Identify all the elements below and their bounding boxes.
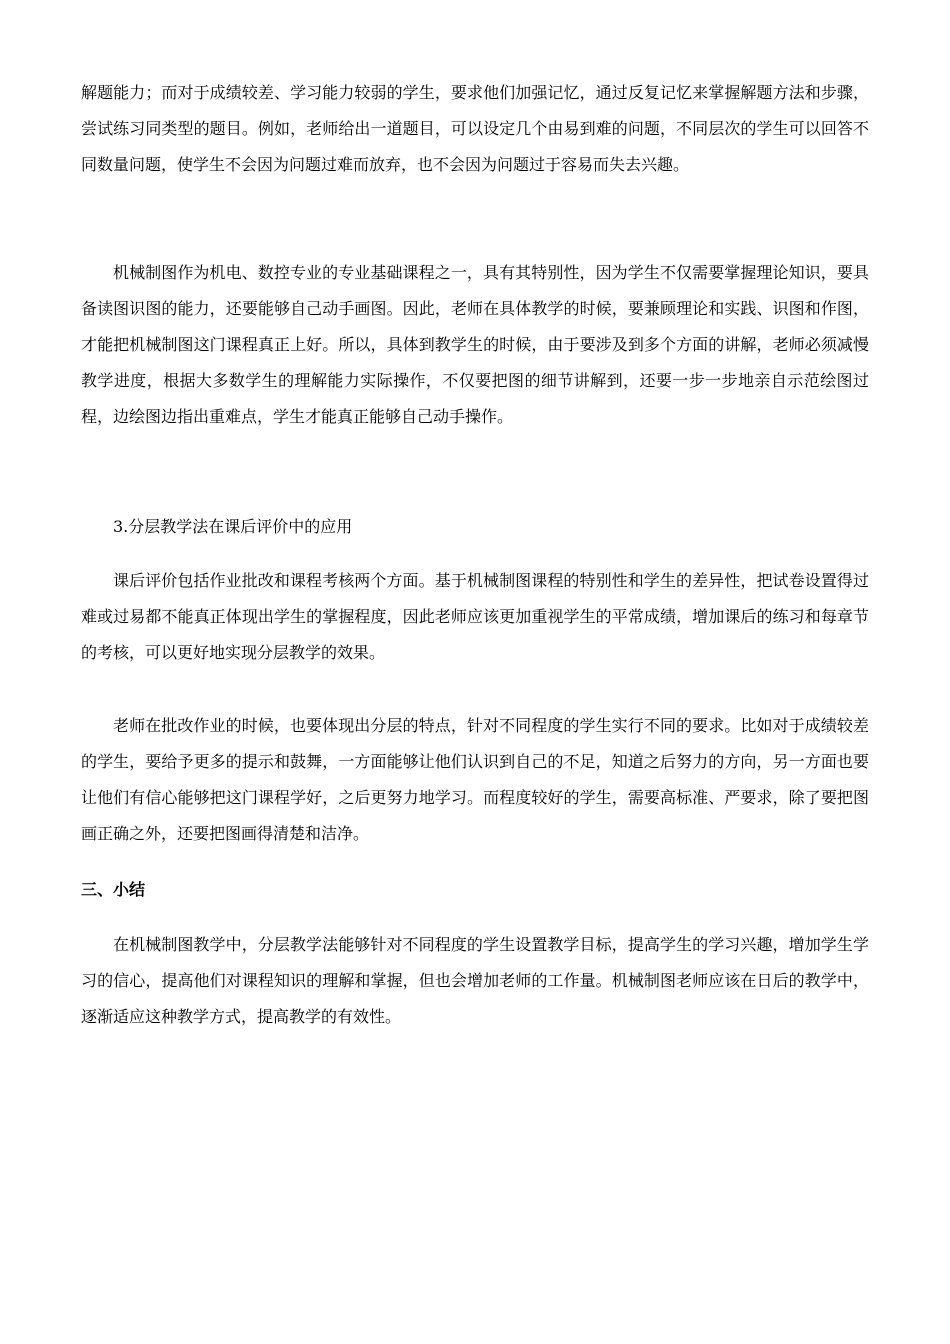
paragraph-3: 课后评价包括作业批改和课程考核两个方面。基于机械制图课程的特别性和学生的差异性，把试卷设置得过难或过易都不能真正体现出学生的掌握程度，因此老师应该更加重视学生的平常成绩，增加课后的练习和每章节的考核，可以更好地实现分层教学的效果。 (81, 571, 869, 662)
paragraph-2: 机械制图作为机电、数控专业的专业基础课程之一，具有其特别性，因为学生不仅需要掌握理论知识，要具备读图识图的能力，还要能够自己动手画图。因此，老师在具体教学的时候，要兼顾理论和实践、识图和作图，才能把机械制图这门课程真正上好。所以，具体到教学生的时候，由于要涉及到多个方面的讲解，老师必须减慢教学进度，根据大多数学生的理解能力实际操作，不仅要把图的细节讲解到，还要一步一步地亲自示范绘图过程，边绘图边指出重难点，学生才能真正能够自己动手操作。 (81, 263, 869, 426)
paragraph-4: 老师在批改作业的时候，也要体现出分层的特点，针对不同程度的学生实行不同的要求。比如对于成绩较差的学生，要给予更多的提示和鼓舞，一方面能够让他们认识到自己的不足，知道之后努力的方向，另一方面也要让他们有信心能够把这门课程学好，之后更努力地学习。而程度较好的学生，需要高标准、严要求，除了要把图画正确之外，还要把图画得清楚和洁净。 (81, 716, 869, 843)
paragraph-1: 解题能力；而对于成绩较差、学习能力较弱的学生，要求他们加强记忆，通过反复记忆来掌握解题方法和步骤，尝试练习同类型的题目。例如，老师给出一道题目，可以设定几个由易到难的问题，不同层次的学生可以回答不同数量问题，使学生不会因为问题过难而放弃，也不会因为问题过于容易而失去兴趣。 (81, 83, 869, 174)
subheading-3: 3.分层教学法在课后评价中的应用 (113, 517, 353, 536)
section-heading: 三、小结 (81, 880, 146, 899)
paragraph-5: 在机械制图教学中，分层教学法能够针对不同程度的学生设置教学目标，提高学生的学习兴趣，增加学生学习的信心，提高他们对课程知识的理解和掌握，但也会增加老师的工作量。机械制图老师应该在日后的教学中，逐渐适应这种教学方式，提高教学的有效性。 (81, 935, 869, 1026)
